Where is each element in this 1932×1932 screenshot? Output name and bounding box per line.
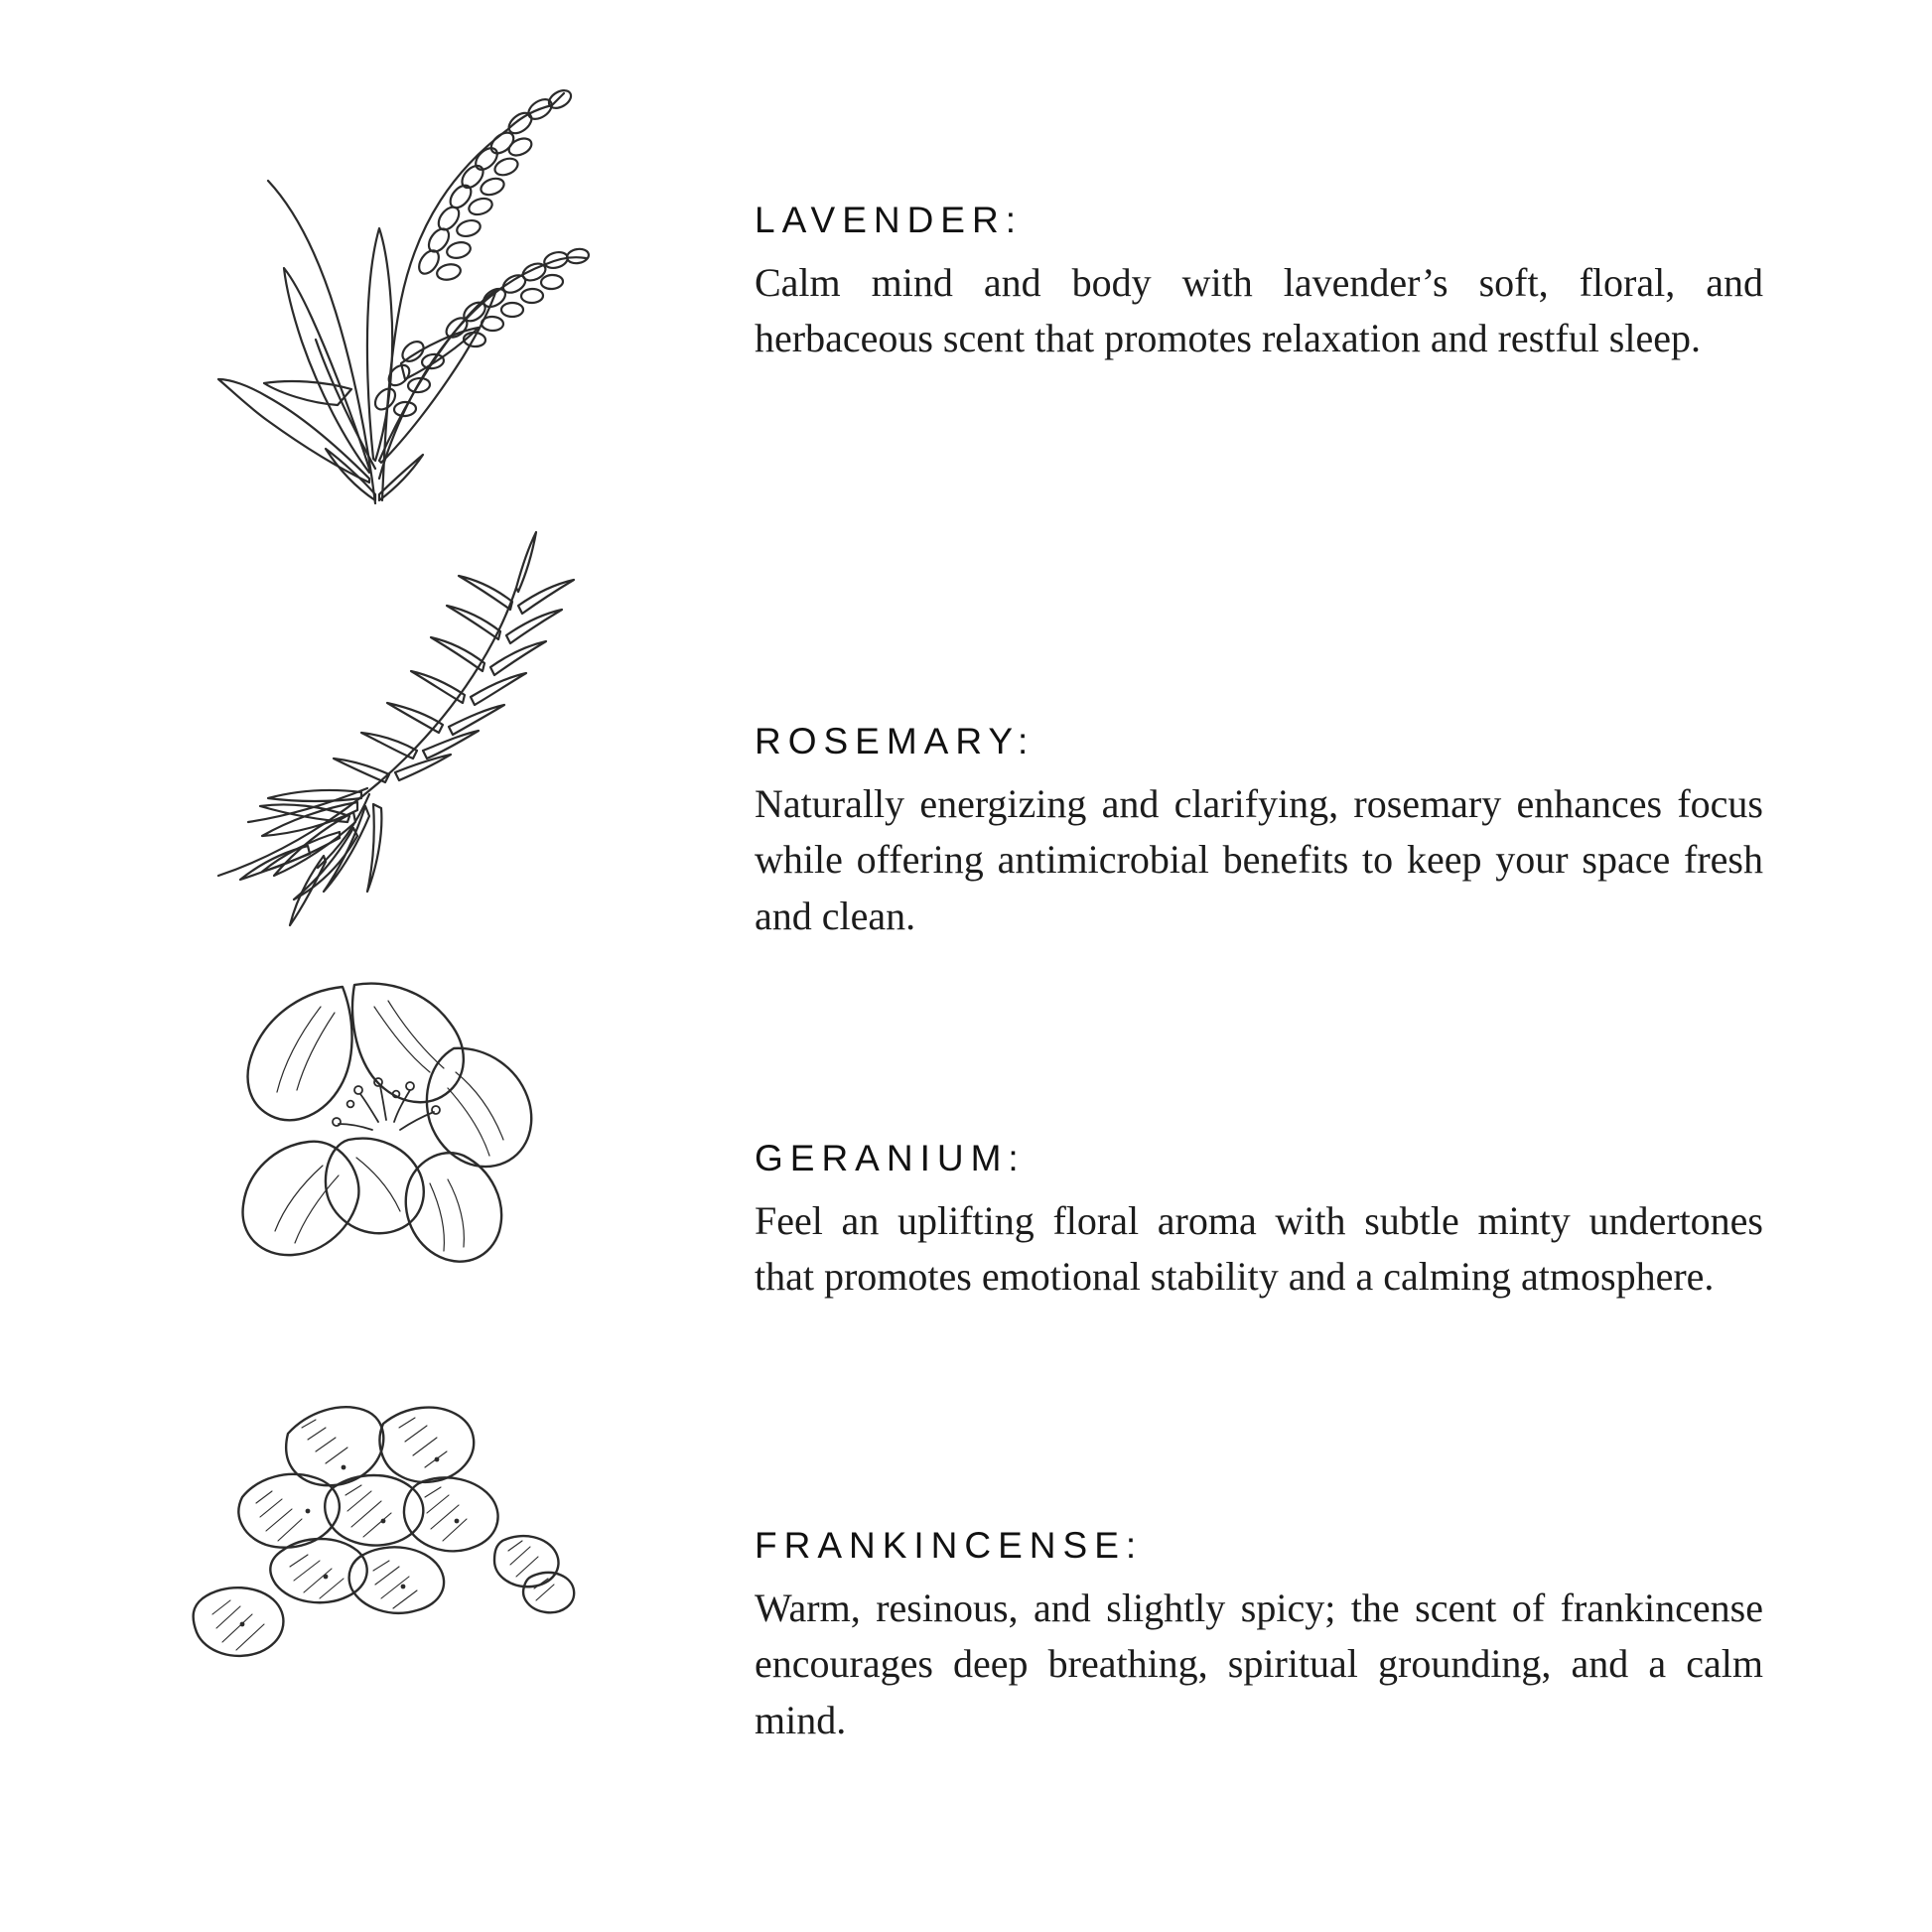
ingredient-text xyxy=(755,945,1932,1306)
frankincense-resin-icon xyxy=(0,1372,755,1680)
list-item xyxy=(0,1372,1932,1789)
ingredient-description: Feel an uplifting floral aroma with subtle minty undertones that promotes emotional stability and a calming atmosphere. xyxy=(755,1197,1763,1300)
list-item xyxy=(0,52,1932,518)
ingredient-title: ROSEMARY: xyxy=(755,721,1035,761)
ingredient-title: LAVENDER: xyxy=(755,200,1023,240)
ingredient-text xyxy=(755,518,1932,945)
ingredient-text xyxy=(755,52,1932,367)
ingredient-description: Naturally energizing and clarifying, rosemary enhances focus while offering antimicrobial benefits to keep your space fresh and clean. xyxy=(755,780,1763,939)
rosemary-sprig-icon xyxy=(0,518,755,945)
lavender-sprig-icon xyxy=(0,52,755,508)
ingredient-description: Calm mind and body with lavender’s soft, floral, and herbaceous scent that promotes relaxation and restful sleep. xyxy=(755,259,1763,361)
ingredient-description: Warm, resinous, and slightly spicy; the scent of frankincense encourages deep breathing, spiritual grounding, and a calm mind. xyxy=(755,1585,1763,1743)
ingredient-title: GERANIUM: xyxy=(755,1138,1026,1178)
ingredient-text xyxy=(755,1372,1932,1749)
list-item xyxy=(0,945,1932,1372)
geranium-flower-icon xyxy=(0,945,755,1303)
ingredient-title: FRANKINCENSE: xyxy=(755,1525,1144,1566)
list-item xyxy=(0,518,1932,945)
